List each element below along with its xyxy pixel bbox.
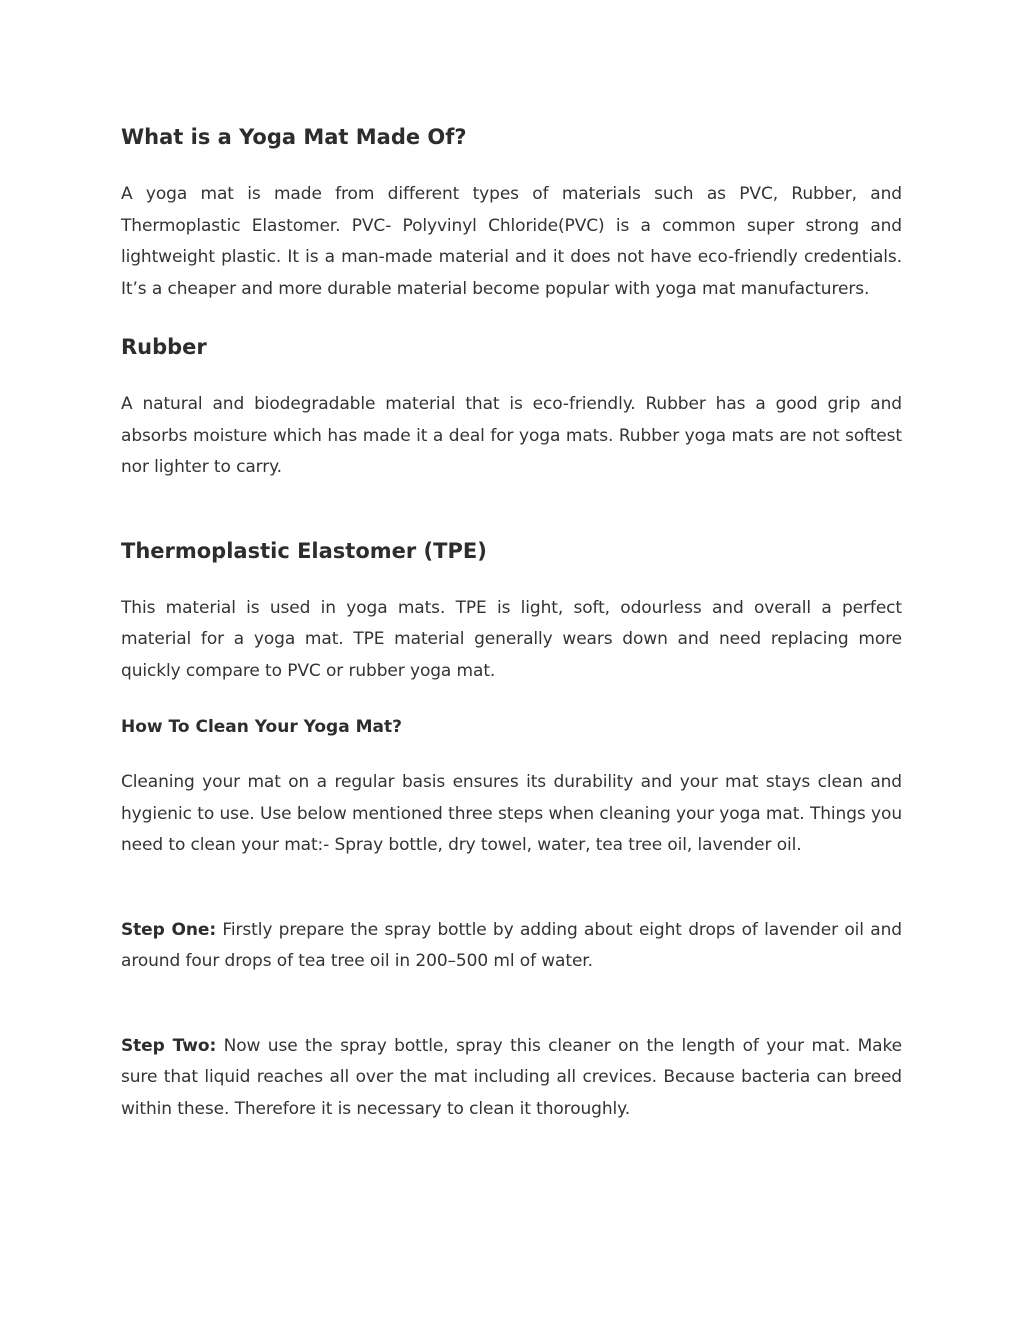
step-two-text: Now use the spray bottle, spray this cleaner on the length of your mat. Make sure that liquid reaches all over the mat including all crevices. Because bacteria can breed within these. Therefore it is necessary to clean it thoroughly. bbox=[121, 1035, 902, 1119]
paragraph-cleaning: Cleaning your mat on a regular basis ensures its durability and your mat stays clean and hygienic to use. Use below mentioned three steps when cleaning your yoga mat. Things you need to clean your mat:- Spray bottle, dry towel, water, tea tree oil, lavender oil. bbox=[121, 772, 902, 855]
heading-how-to-clean: How To Clean Your Yoga Mat? bbox=[121, 717, 402, 737]
paragraph-tpe: This material is used in yoga mats. TPE is light, soft, odourless and overall a perfect material for a yoga mat. TPE material generally wears down and need replacing more quickly compare to PVC or rubber yoga mat. bbox=[121, 597, 902, 681]
heading-rubber: Rubber bbox=[121, 335, 207, 359]
document-content bbox=[121, 120, 902, 1125]
step-one-text: Firstly prepare the spray bottle by adding about eight drops of lavender oil and around four drops of tea tree oil in 200–500 ml of water. bbox=[121, 919, 902, 971]
step-one-label: Step One: bbox=[121, 919, 217, 940]
heading-what-is-yoga-mat-made-of: What is a Yoga Mat Made Of? bbox=[121, 125, 467, 149]
step-two-label: Step Two: bbox=[121, 1035, 217, 1056]
paragraph-rubber: A natural and biodegradable material that is eco-friendly. Rubber has a good grip and absorbs moisture which has made it a deal for yoga mats. Rubber yoga mats are not softest nor lighter to carry. bbox=[121, 394, 902, 477]
paragraph-step-one bbox=[121, 915, 902, 978]
heading-tpe: Thermoplastic Elastomer (TPE) bbox=[121, 538, 487, 563]
paragraph-step-two bbox=[121, 1031, 902, 1126]
paragraph-materials: A yoga mat is made from different types of materials such as PVC, Rubber, and Thermoplastic Elastomer. PVC- Polyvinyl Chloride(PVC) is a common super strong and lightweight plastic. It is a man-made material and it does not have eco-friendly credentials. It’s a cheaper and more durable material become popular with yoga mat manufacturers. bbox=[121, 184, 902, 299]
